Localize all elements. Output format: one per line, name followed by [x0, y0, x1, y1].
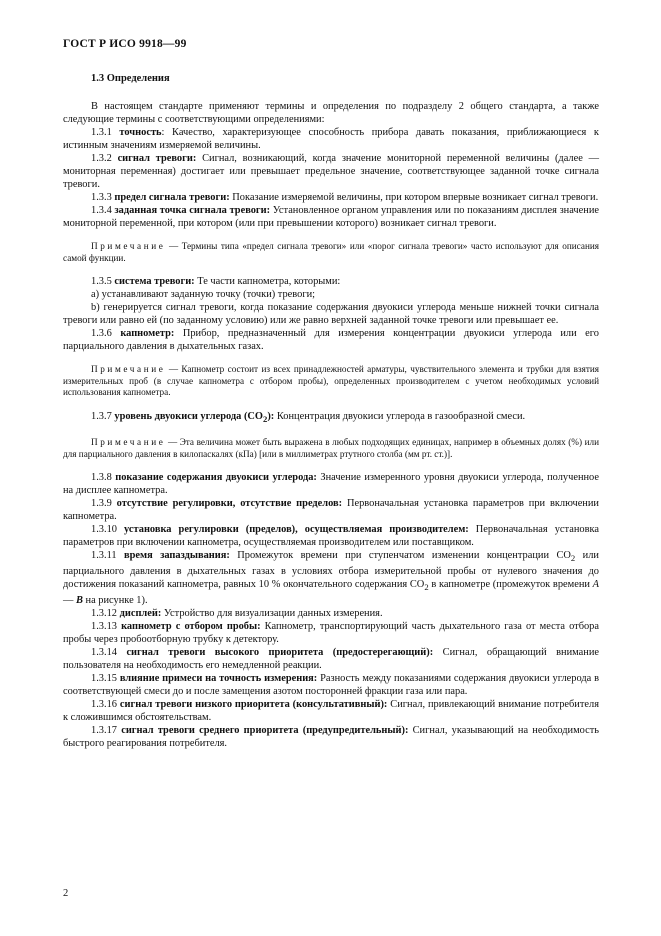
term-1-3-4 [63, 204, 599, 230]
term-1-3-2 [63, 152, 599, 191]
term-name: установка регулировки (пределов), осуществляемая производителем: [124, 524, 469, 536]
term-definition: Значение измеренного уровня двуокиси углерода, полученное на дисплее капнометра. [63, 472, 599, 497]
term-name: сигнал тревоги низкого приоритета (консультативный): [119, 699, 388, 711]
term-name-text: уровень двуокиси углерода (CO [114, 410, 264, 422]
term-number: 1.3.1 [91, 127, 112, 138]
term-number: 1.3.8 [91, 472, 112, 484]
term-name: отсутствие регулировки, отсутствие пределов: [116, 498, 343, 510]
term-definition: Промежуток времени при ступенчатом изменении концентрации CO [229, 550, 571, 562]
term-1-3-5 [63, 275, 599, 288]
term-definition: Сигнал, указывающий на необходимость быстрого реагирования потребителя. [63, 725, 599, 750]
term-definition: Прибор, предназначенный для измерения концентрации двуокиси углерода или его парциального давления в дыхательных газах. [63, 328, 599, 353]
term-number: 1.3.15 [91, 673, 117, 685]
term-number: 1.3.2 [91, 153, 112, 164]
term-name [114, 410, 275, 425]
note-label: Примечание [91, 437, 166, 448]
term-number: 1.3.17 [91, 725, 117, 737]
term-name: система тревоги: [114, 276, 195, 288]
note-dash: — [165, 364, 182, 375]
term-definition: Сигнал, обращающий внимание пользователя на необходимость его немедленной реакции. [63, 647, 599, 672]
document-header: ГОСТ Р ИСО 9918—99 [63, 38, 187, 50]
term-definition: Установленное органом управления или по показаниям дисплея значение мониторной переменной, при котором (или при превышении которого) возникает сигнал тревоги. [63, 205, 600, 229]
term-definition-end: на рисунке 1). [82, 595, 148, 607]
term-definition-cont: в капнометре (промежуток времени [428, 579, 593, 591]
term-name: сигнал тревоги среднего приоритета (предупредительный): [121, 725, 409, 737]
term-number: 1.3.12 [91, 608, 117, 620]
term-definition: Те части капнометра, которыми: [194, 276, 341, 288]
term-name: точность [119, 127, 162, 138]
term-1-3-6 [63, 327, 599, 353]
term-name: предел сигнала тревоги: [114, 192, 230, 203]
term-definition: Первоначальная установка параметров при включении капнометра. [63, 498, 599, 523]
term-name: дисплей: [119, 608, 162, 620]
term-number: 1.3.13 [91, 621, 117, 633]
term-1-3-9 [63, 497, 599, 523]
term-1-3-11 [63, 549, 599, 607]
term-name: время запаздывания: [124, 550, 230, 562]
term-name: сигнал тревоги: [117, 153, 197, 164]
document-page [63, 38, 599, 750]
term-name: сигнал тревоги высокого приоритета (предостерегающий): [126, 647, 434, 659]
note-dash: — [165, 241, 182, 251]
subscript: 2 [424, 582, 429, 593]
section-title: 1.3 Определения [91, 73, 170, 84]
term-name-end: ): [267, 410, 275, 422]
intro-paragraph: В настоящем стандарте применяют термины и определения по подразделу 2 общего стандарта, а также следующие термины с соответствующими определениями: [63, 101, 599, 125]
term-definition: Концентрация двуокиси углерода в газообразной смеси. [274, 410, 526, 422]
subscript: 2 [570, 553, 576, 564]
dash: — [63, 595, 76, 607]
term-definition: Сигнал, возникающий, когда значение мониторной переменной величины (далее — мониторная переменная) достигает или превышает предельное значение, соответствующее заданной точке сигнала тревоги. [63, 153, 599, 190]
term-number: 1.3.5 [91, 276, 112, 288]
term-1-3-5-item-b: b) генерируется сигнал тревоги, когда показание содержания двуокиси углерода меньше нижней точки сигнала тревоги или равно ей (по заданному условию) или же равно верхней заданной точке тревоги или превышает ее. [63, 302, 599, 327]
term-definition: Капнометр, транспортирующий часть дыхательного газа от места отбора пробы через пробоотборную трубку к детектору. [63, 621, 599, 646]
subscript: 2 [263, 414, 268, 425]
term-number: 1.3.16 [91, 699, 117, 711]
term-name: показание содержания двуокиси углерода: [115, 472, 317, 484]
term-number: 1.3.10 [91, 524, 117, 536]
note-2 [63, 364, 599, 399]
term-1-3-17 [63, 724, 599, 750]
term-definition-cont: или парциального давления в дыхательных газах в условиях отбора измерительной пробы от нулевого значения до достижения показаний капнометра, равных 10 % окончательного содержания CO [63, 550, 599, 591]
term-name: влияние примеси на точность измерения: [119, 673, 318, 685]
term-1-3-8 [63, 471, 599, 497]
term-1-3-7 [63, 410, 599, 426]
term-number: 1.3.11 [91, 550, 117, 562]
variable-a: A [592, 579, 600, 591]
note-dash: — [165, 437, 180, 448]
term-1-3-5-item-a: а) устанавливают заданную точку (точки) тревоги; [91, 289, 316, 301]
note-text: Термины типа «предел сигнала тревоги» или «порог сигнала тревоги» часто используют для описания самой функции. [63, 241, 600, 263]
term-name: капнометр: [120, 328, 175, 340]
term-number: 1.3.4 [91, 205, 112, 216]
term-definition: Показание измеряемой величины, при котором впервые возникает сигнал тревоги. [229, 192, 599, 203]
note-3 [63, 437, 599, 460]
term-definition: Первоначальная установка параметров при включении капнометра, осуществляемая производителем или поставщиком. [63, 524, 599, 549]
note-text: Эта величина может быть выражена в любых подходящих единицах, например в объемных долях (%) или для парциального давления в килопаскалях (кПа) [или в миллиметрах ртутного столба (мм рт. ст.)]. [63, 437, 599, 459]
term-1-3-13 [63, 620, 599, 646]
term-definition: Сигнал, привлекающий внимание потребителя к сложившимся обстоятельствам. [63, 699, 599, 724]
term-name: заданная точка сигнала тревоги: [114, 205, 271, 216]
variable-b: B [76, 595, 83, 607]
term-1-3-12 [63, 607, 599, 620]
term-1-3-14 [63, 646, 599, 672]
note-text: Капнометр состоит из всех принадлежностей арматуры, чувствительного элемента и трубки для взятия измерительных проб (в случае капнометра с отбором пробы), определенных производителем с учетом необходимых условий использования капнометра. [63, 364, 599, 398]
term-1-3-16 [63, 698, 599, 724]
term-number: 1.3.7 [91, 410, 112, 422]
page-number: 2 [63, 888, 69, 899]
term-number: 1.3.6 [91, 328, 112, 340]
term-number: 1.3.9 [91, 498, 112, 510]
term-number: 1.3.14 [91, 647, 117, 659]
term-definition: : Качество, характеризующее способность прибора давать показания, приближающиеся к истинным значениям измеряемой величины. [63, 127, 599, 151]
term-1-3-15 [63, 672, 599, 698]
term-definition: Разность между показаниями содержания двуокиси углерода в соответствующей смеси до и после замещения азотом посторонней фракции газа или пара. [63, 673, 599, 698]
note-label: Примечание [91, 364, 166, 375]
note-label: Примечание [91, 241, 166, 251]
term-1-3-3 [63, 191, 599, 204]
term-name: капнометр с отбором пробы: [121, 621, 261, 633]
term-1-3-10 [63, 523, 599, 549]
term-definition: Устройство для визуализации данных измерения. [161, 608, 383, 620]
term-number: 1.3.3 [91, 192, 112, 203]
note-1 [63, 241, 599, 264]
term-1-3-1 [63, 126, 599, 152]
